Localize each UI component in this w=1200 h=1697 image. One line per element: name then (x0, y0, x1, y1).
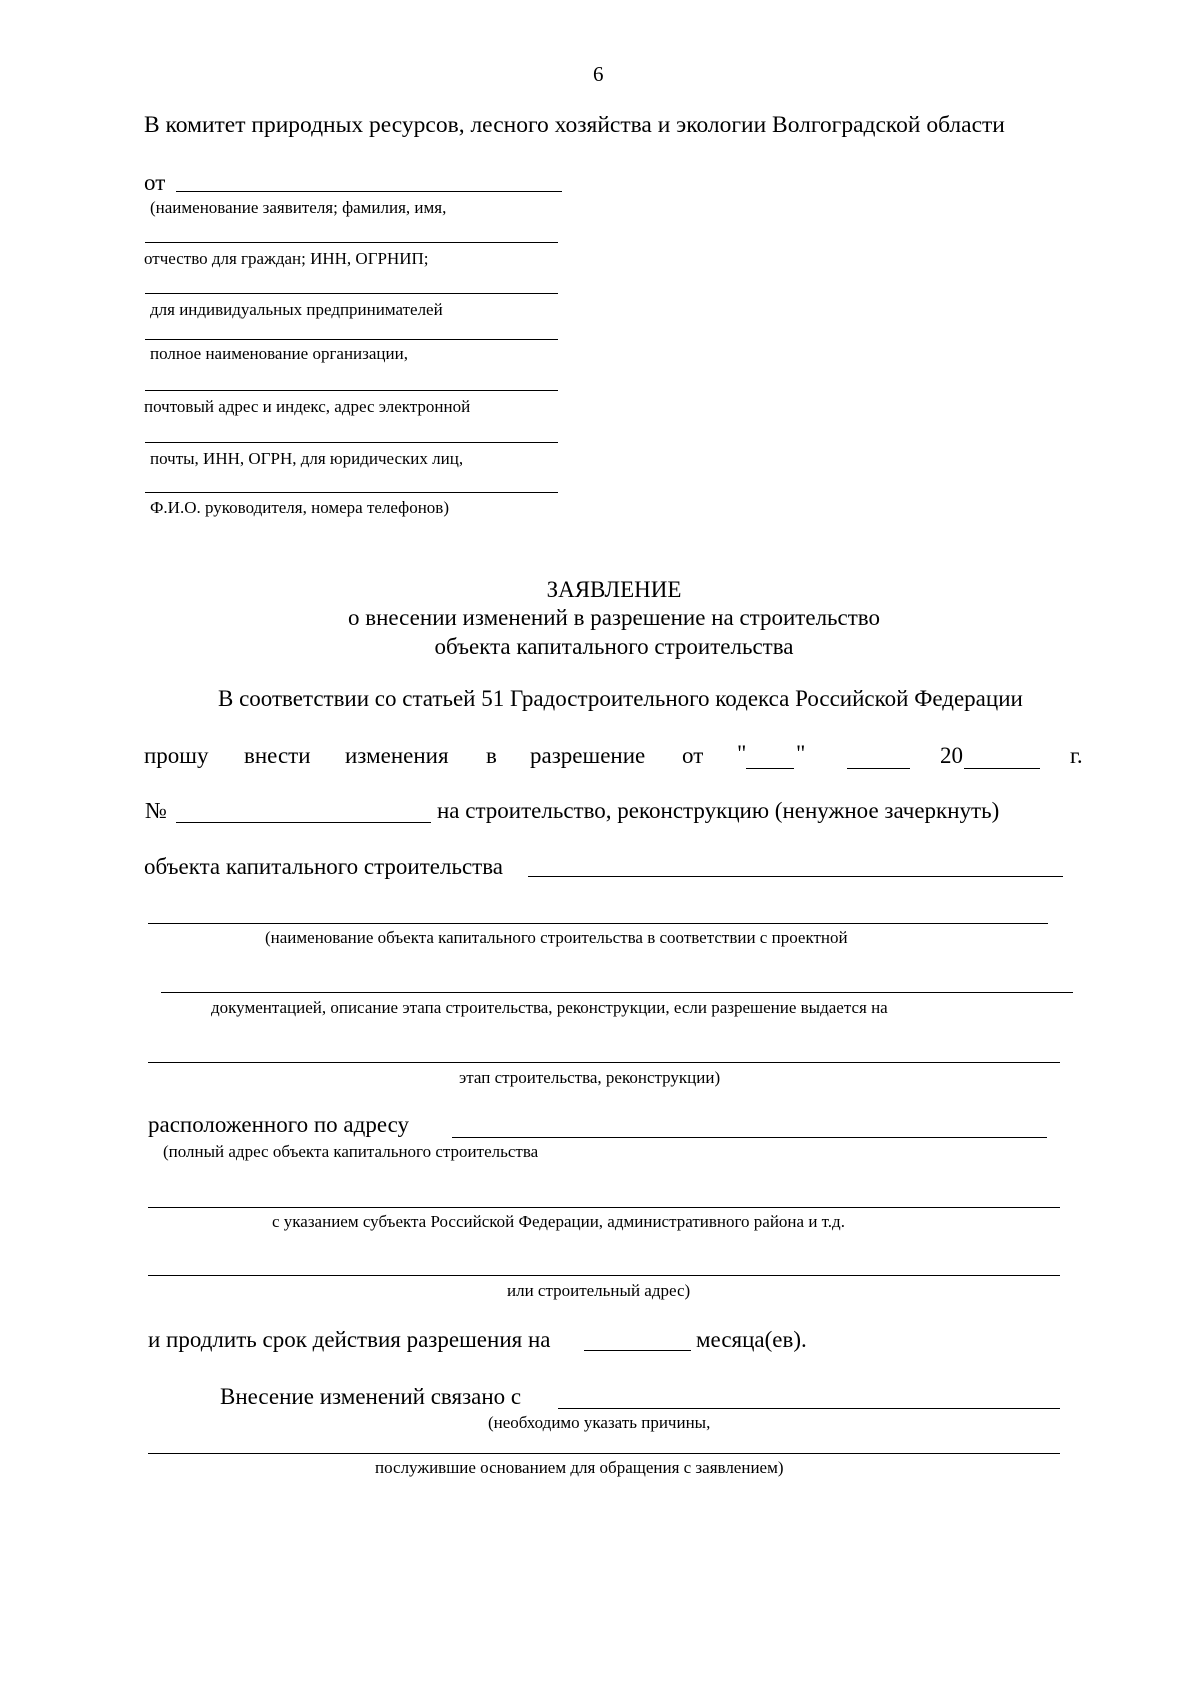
page-number: 6 (593, 62, 604, 86)
extend-months-field[interactable] (584, 1350, 691, 1351)
object-label: объекта капитального строительства (144, 854, 503, 879)
address-hint-2: с указанием субъекта Российской Федерации, административного района и т.д. (272, 1212, 845, 1231)
applicant-field-line-6[interactable] (145, 442, 558, 443)
permit-number-field[interactable] (176, 822, 431, 823)
reason-label: Внесение изменений связано с (220, 1384, 522, 1409)
request-word: внести (244, 743, 311, 768)
open-quote: " (737, 741, 747, 766)
intro-text: В соответствии со статьей 51 Градостроительного кодекса Российской Федерации (218, 686, 1023, 711)
construction-type-text: на строительство, реконструкцию (ненужное зачеркнуть) (437, 798, 1000, 823)
object-field-line-4[interactable] (148, 1062, 1060, 1063)
address-field[interactable] (452, 1137, 1047, 1138)
applicant-hint: полное наименование организации, (150, 344, 408, 363)
applicant-hint: почты, ИНН, ОГРН, для юридических лиц, (150, 449, 464, 468)
date-day-field[interactable] (746, 768, 794, 769)
object-hint-3: этап строительства, реконструкции) (459, 1068, 721, 1087)
request-word: разрешение (530, 743, 646, 768)
reason-hint-1: (необходимо указать причины, (488, 1413, 711, 1432)
date-year-field[interactable] (964, 768, 1040, 769)
reason-field-line-2[interactable] (148, 1453, 1060, 1454)
document-title: ЗАЯВЛЕНИЕ (546, 577, 682, 602)
address-field-line-3[interactable] (148, 1275, 1060, 1276)
document-subtitle-2: объекта капитального строительства (434, 634, 794, 659)
request-word: от (682, 743, 704, 768)
address-field-line-2[interactable] (148, 1207, 1060, 1208)
close-quote: " (796, 741, 806, 766)
applicant-hint: (наименование заявителя; фамилия, имя, (150, 198, 447, 217)
object-hint-1: (наименование объекта капитального строительства в соответствии с проектной (265, 928, 848, 947)
applicant-field-line-7[interactable] (145, 492, 558, 493)
extend-text: и продлить срок действия разрешения на (148, 1327, 551, 1352)
applicant-field-line-3[interactable] (145, 293, 558, 294)
year-suffix: г. (1070, 743, 1083, 768)
date-month-field[interactable] (847, 768, 910, 769)
object-field-line-2[interactable] (148, 923, 1048, 924)
object-hint-2: документацией, описание этапа строительства, реконструкции, если разрешение выдается на (211, 998, 888, 1017)
applicant-field-line-4[interactable] (145, 339, 558, 340)
document-subtitle-1: о внесении изменений в разрешение на строительство (347, 605, 880, 630)
applicant-field-line-1[interactable] (176, 191, 562, 192)
address-label: расположенного по адресу (148, 1112, 410, 1137)
reason-hint-2: послужившие основанием для обращения с заявлением) (375, 1458, 784, 1477)
object-field-line-3[interactable] (161, 992, 1073, 993)
number-sign: № (145, 798, 167, 823)
year-prefix: 20 (940, 743, 963, 768)
address-hint-3: или строительный адрес) (507, 1281, 691, 1300)
applicant-hint: для индивидуальных предпринимателей (150, 300, 443, 319)
address-hint-1: (полный адрес объекта капитального строительства (163, 1142, 539, 1161)
reason-field[interactable] (558, 1408, 1060, 1409)
request-word: изменения (345, 743, 449, 768)
extend-suffix: месяца(ев). (696, 1327, 807, 1352)
object-name-field[interactable] (528, 876, 1063, 877)
addressee: В комитет природных ресурсов, лесного хозяйства и экологии Волгоградской области (144, 112, 1005, 138)
applicant-hint: отчество для граждан; ИНН, ОГРНИП; (144, 249, 429, 268)
request-word: в (486, 743, 497, 768)
applicant-field-line-5[interactable] (145, 390, 558, 391)
from-label: от (144, 170, 166, 195)
applicant-hint: почтовый адрес и индекс, адрес электронной (144, 397, 471, 416)
request-word: прошу (144, 743, 209, 768)
applicant-hint: Ф.И.О. руководителя, номера телефонов) (150, 498, 449, 517)
applicant-field-line-2[interactable] (145, 242, 558, 243)
